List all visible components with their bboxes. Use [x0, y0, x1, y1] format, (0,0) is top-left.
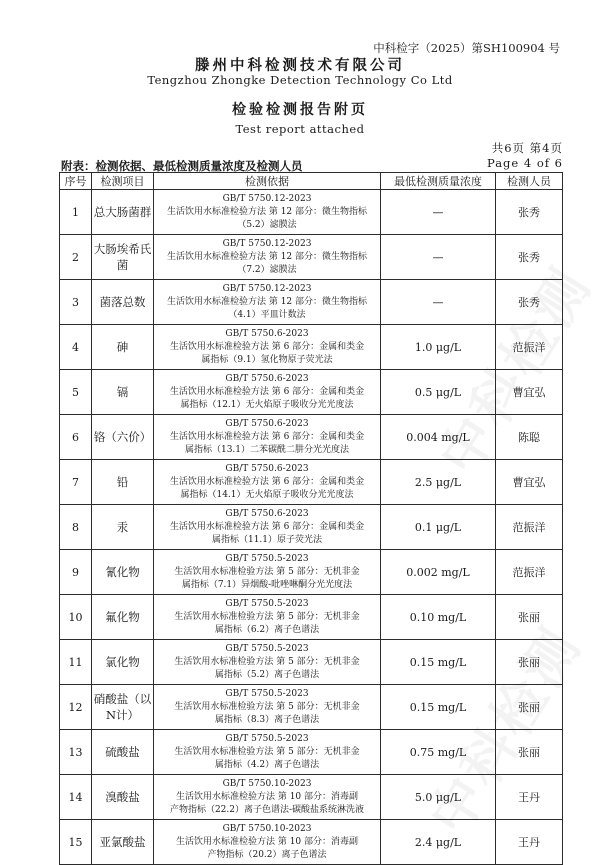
- basis-line: GB/T 5750.12-2023: [222, 193, 312, 204]
- detection-basis: [154, 370, 381, 415]
- inspector: 王丹: [496, 775, 563, 820]
- inspector: 张丽: [496, 685, 563, 730]
- table-row: [60, 190, 563, 235]
- basis-line: GB/T 5750.5-2023: [225, 688, 309, 699]
- basis-line: 生活饮用水标准检验方法 第 5 部分：无机非金: [174, 611, 360, 622]
- detection-basis: [154, 685, 381, 730]
- basis-line: 属指标（9.1）氢化物原子荧光法: [201, 354, 333, 365]
- row-number: 13: [60, 730, 92, 775]
- basis-line: 生活饮用水标准检验方法 第 6 部分：金属和类金: [169, 476, 365, 487]
- table-row: [60, 280, 563, 325]
- row-number: 15: [60, 820, 92, 865]
- basis-line: 生活饮用水标准检验方法 第 6 部分：金属和类金: [169, 521, 365, 532]
- min-detection-limit: 2.5 μg/L: [381, 460, 496, 505]
- row-number: 11: [60, 640, 92, 685]
- detection-basis: [154, 730, 381, 775]
- header-person: 检测人员: [496, 173, 563, 190]
- basis-line: GB/T 5750.6-2023: [225, 328, 309, 339]
- table-row: [60, 775, 563, 820]
- detection-item: 砷: [92, 325, 154, 370]
- page-indicator-cn: 共6页 第4页: [491, 141, 563, 155]
- table-row: [60, 820, 563, 865]
- basis-line: （4.1）平皿计数法: [228, 309, 306, 320]
- min-detection-limit: —: [381, 190, 496, 235]
- row-number: 6: [60, 415, 92, 460]
- basis-line: GB/T 5750.6-2023: [225, 373, 309, 384]
- table-title: 附表：检测依据、最低检测质量浓度及检测人员: [61, 159, 303, 173]
- min-detection-limit: 0.75 mg/L: [381, 730, 496, 775]
- basis-line: 属指标（5.2）离子色谱法: [214, 669, 320, 680]
- header-limit: 最低检测质量浓度: [381, 173, 496, 190]
- min-detection-limit: 0.004 mg/L: [381, 415, 496, 460]
- table-row: [60, 370, 563, 415]
- basis-line: 属指标（6.2）离子色谱法: [214, 624, 320, 635]
- detection-item: 溴酸盐: [92, 775, 154, 820]
- table-row: [60, 235, 563, 280]
- basis-line: GB/T 5750.12-2023: [222, 283, 312, 294]
- min-detection-limit: 1.0 μg/L: [381, 325, 496, 370]
- basis-line: GB/T 5750.10-2023: [222, 778, 312, 789]
- inspector: 张秀: [496, 235, 563, 280]
- inspector: 张丽: [496, 640, 563, 685]
- row-number: 2: [60, 235, 92, 280]
- detection-item: 总大肠菌群: [92, 190, 154, 235]
- detection-basis: [154, 640, 381, 685]
- basis-line: 生活饮用水标准检验方法 第 12 部分：微生物指标: [166, 251, 368, 262]
- inspector: 曹宜弘: [496, 460, 563, 505]
- inspector: 张秀: [496, 280, 563, 325]
- detection-item: 汞: [92, 505, 154, 550]
- detection-item: 硝酸盐（以N计）: [92, 685, 154, 730]
- min-detection-limit: —: [381, 280, 496, 325]
- basis-line: 生活饮用水标准检验方法 第 6 部分：金属和类金: [169, 431, 365, 442]
- row-number: 5: [60, 370, 92, 415]
- detection-basis: [154, 235, 381, 280]
- header-no: 序号: [60, 173, 92, 190]
- detection-item: 硫酸盐: [92, 730, 154, 775]
- report-number: 中科检字（2025）第SH100904 号: [373, 41, 560, 55]
- basis-line: 生活饮用水标准检验方法 第 5 部分：无机非金: [174, 566, 360, 577]
- detection-table: [59, 172, 563, 865]
- inspector: 曹宜弘: [496, 370, 563, 415]
- detection-basis: [154, 460, 381, 505]
- detection-basis: [154, 280, 381, 325]
- detection-basis: [154, 550, 381, 595]
- inspector: 范振洋: [496, 505, 563, 550]
- detection-item: 铅: [92, 460, 154, 505]
- basis-line: 生活饮用水标准检验方法 第 5 部分：无机非金: [174, 746, 360, 757]
- row-number: 14: [60, 775, 92, 820]
- detection-basis: [154, 415, 381, 460]
- detection-basis: [154, 190, 381, 235]
- min-detection-limit: —: [381, 235, 496, 280]
- min-detection-limit: 0.1 μg/L: [381, 505, 496, 550]
- min-detection-limit: 0.5 μg/L: [381, 370, 496, 415]
- header-basis: 检测依据: [154, 173, 381, 190]
- attachment-title-en: Test report attached: [235, 122, 365, 136]
- inspector: 张丽: [496, 595, 563, 640]
- basis-line: GB/T 5750.6-2023: [225, 508, 309, 519]
- table-row: [60, 640, 563, 685]
- row-number: 7: [60, 460, 92, 505]
- company-name-en: Tengzhou Zhongke Detection Technology Co Ltd: [147, 73, 453, 87]
- basis-line: 产物指标（20.2）离子色谱法: [207, 849, 327, 860]
- detection-basis: [154, 820, 381, 865]
- row-number: 4: [60, 325, 92, 370]
- basis-line: 生活饮用水标准检验方法 第 6 部分：金属和类金: [169, 386, 365, 397]
- detection-item: 铬（六价）: [92, 415, 154, 460]
- table-row: [60, 505, 563, 550]
- detection-item: 菌落总数: [92, 280, 154, 325]
- detection-item: 氯化物: [92, 640, 154, 685]
- inspector: 范振洋: [496, 325, 563, 370]
- basis-line: GB/T 5750.10-2023: [222, 823, 312, 834]
- min-detection-limit: 5.0 μg/L: [381, 775, 496, 820]
- basis-line: GB/T 5750.6-2023: [225, 418, 309, 429]
- table-row: [60, 415, 563, 460]
- basis-line: 生活饮用水标准检验方法 第 12 部分：微生物指标: [166, 296, 368, 307]
- basis-line: 产物指标（22.2）离子色谱法-碳酸盐系统淋洗液: [169, 804, 365, 815]
- basis-line: GB/T 5750.12-2023: [222, 238, 312, 249]
- table-row: [60, 460, 563, 505]
- inspector: 范振洋: [496, 550, 563, 595]
- detection-item: 氰化物: [92, 550, 154, 595]
- detection-item: 大肠埃希氏菌: [92, 235, 154, 280]
- table-header-row: [60, 173, 563, 190]
- min-detection-limit: 2.4 μg/L: [381, 820, 496, 865]
- basis-line: 生活饮用水标准检验方法 第 6 部分：金属和类金: [169, 341, 365, 352]
- basis-line: 属指标（8.3）离子色谱法: [214, 714, 320, 725]
- header-item: 检测项目: [92, 173, 154, 190]
- basis-line: GB/T 5750.5-2023: [225, 553, 309, 564]
- table-row: [60, 550, 563, 595]
- basis-line: 属指标（11.1）原子荧光法: [211, 534, 323, 545]
- basis-line: 生活饮用水标准检验方法 第 10 部分：消毒副: [175, 836, 359, 847]
- basis-line: 属指标（4.2）离子色谱法: [214, 759, 320, 770]
- inspector: 陈聪: [496, 415, 563, 460]
- detection-item: 镉: [92, 370, 154, 415]
- basis-line: 生活饮用水标准检验方法 第 10 部分：消毒副: [175, 791, 359, 802]
- company-name-cn: 滕州中科检测技术有限公司: [195, 57, 405, 74]
- basis-line: 属指标（14.1）无火焰原子吸收分光光度法: [180, 489, 354, 500]
- basis-line: GB/T 5750.5-2023: [225, 643, 309, 654]
- basis-line: GB/T 5750.5-2023: [225, 733, 309, 744]
- row-number: 9: [60, 550, 92, 595]
- table-row: [60, 595, 563, 640]
- detection-basis: [154, 325, 381, 370]
- row-number: 3: [60, 280, 92, 325]
- min-detection-limit: 0.002 mg/L: [381, 550, 496, 595]
- basis-line: （5.2）滤膜法: [237, 219, 297, 230]
- row-number: 1: [60, 190, 92, 235]
- table-row: [60, 325, 563, 370]
- basis-line: 生活饮用水标准检验方法 第 5 部分：无机非金: [174, 701, 360, 712]
- table-row: [60, 730, 563, 775]
- detection-item: 氟化物: [92, 595, 154, 640]
- inspector: 王丹: [496, 820, 563, 865]
- min-detection-limit: 0.15 mg/L: [381, 640, 496, 685]
- attachment-title-cn: 检验检测报告附页: [232, 102, 368, 118]
- basis-line: 属指标（7.1）异烟酸-吡唑啉酮分光光度法: [181, 579, 353, 590]
- basis-line: 属指标（13.1）二苯碳酰二肼分光光度法: [184, 444, 350, 455]
- inspector: 张秀: [496, 190, 563, 235]
- basis-line: 属指标（12.1）无火焰原子吸收分光光度法: [180, 399, 354, 410]
- inspector: 张丽: [496, 730, 563, 775]
- basis-line: 生活饮用水标准检验方法 第 5 部分：无机非金: [174, 656, 360, 667]
- table-row: [60, 685, 563, 730]
- min-detection-limit: 0.10 mg/L: [381, 595, 496, 640]
- row-number: 12: [60, 685, 92, 730]
- row-number: 8: [60, 505, 92, 550]
- basis-line: GB/T 5750.6-2023: [225, 463, 309, 474]
- table-body: [60, 190, 563, 865]
- detection-basis: [154, 775, 381, 820]
- basis-line: 生活饮用水标准检验方法 第 12 部分：微生物指标: [166, 206, 368, 217]
- basis-line: GB/T 5750.5-2023: [225, 598, 309, 609]
- page-indicator-en: Page 4 of 6: [486, 156, 563, 170]
- detection-basis: [154, 595, 381, 640]
- detection-basis: [154, 505, 381, 550]
- basis-line: （7.2）滤膜法: [237, 264, 297, 275]
- detection-item: 亚氯酸盐: [92, 820, 154, 865]
- min-detection-limit: 0.15 mg/L: [381, 685, 496, 730]
- row-number: 10: [60, 595, 92, 640]
